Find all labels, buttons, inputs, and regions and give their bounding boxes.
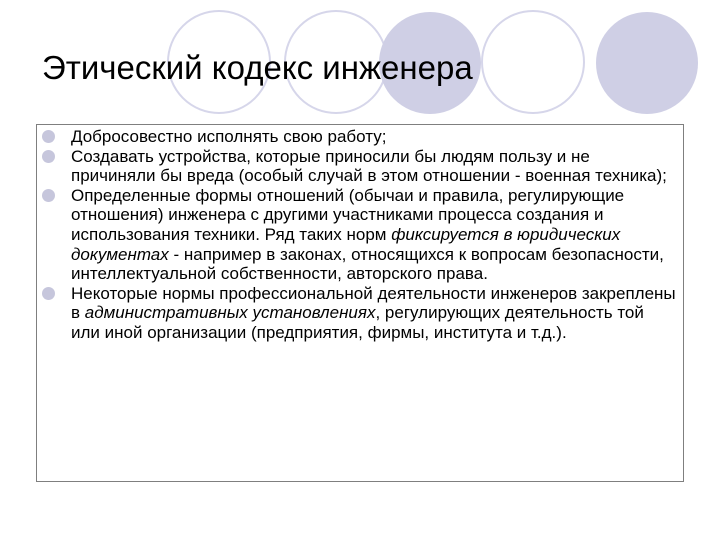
bullet-circle-icon <box>42 130 55 143</box>
bullet-text: - например в законах, относящихся к вопросам безопасности, интеллектуальной собственности, авторского права. <box>71 244 664 284</box>
bullet-item <box>37 284 683 343</box>
bullet-item <box>37 127 683 147</box>
bullet-text: Некоторые нормы профессиональной деятельности инженеров закреплены в <box>71 283 676 323</box>
bullet-circle-icon <box>42 287 55 300</box>
bullet-item <box>37 147 683 186</box>
bullet-item <box>37 186 683 284</box>
bullet-text: Создавать устройства, которые приносили бы людям пользу и не причиняли бы вреда (особый случай в этом отношении - военная техника); <box>71 146 667 186</box>
outline-circle-right <box>482 11 584 113</box>
slide-title: Этический кодекс инженера <box>42 49 473 86</box>
bullet-text: Добросовестно исполнять свою работу; <box>71 127 387 146</box>
bullet-list <box>37 125 683 343</box>
bullet-text: , регулирующих деятельность той или иной организации (предприятия, фирмы, института и т.д.). <box>71 303 644 342</box>
bullet-italic-text: административных установлениях <box>84 303 376 323</box>
bullet-circle-icon <box>42 150 55 163</box>
bullet-text: Определенные формы отношений (обычаи и правила, регулирующие отношения) инженера с другими участниками процесса создания и использования техники. Ряд таких норм <box>71 185 625 244</box>
accent-circle-right <box>596 12 698 114</box>
bullet-circle-icon <box>42 189 55 202</box>
content-box <box>36 124 684 482</box>
bullet-italic-text: фиксируется в юридических документах <box>71 224 621 264</box>
